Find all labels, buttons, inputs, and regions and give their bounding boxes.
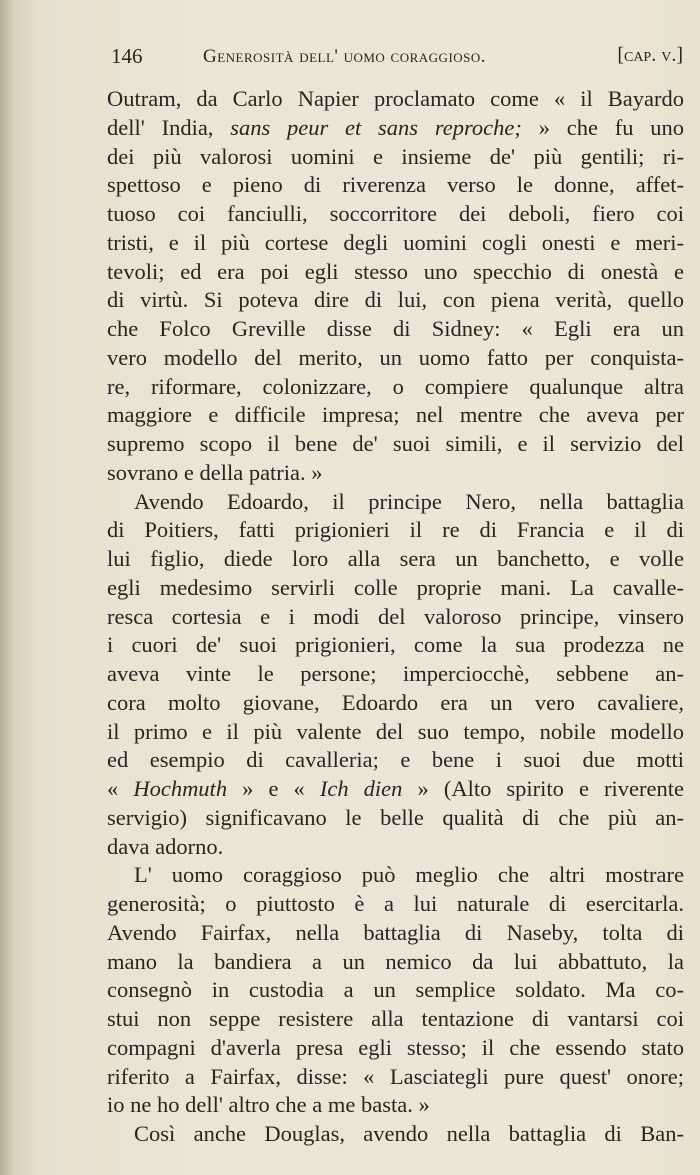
running-title: Generosità dell' uomo coraggioso. [203,46,487,67]
text-line: riferito a Fairfax, disse: « Lasciategli pure quest' onore; [107,1063,684,1089]
text-line: generosità; o piuttosto è a lui naturale di esercitarla. [107,891,684,916]
text-line: dava adorno. [107,833,224,859]
text-line: maggiore e difficile impresa; nel mentre che aveva per [107,402,684,428]
text-line: dei più valorosi uomini e insieme de' più gentili; ri- [107,143,684,169]
text-line: L' uomo coraggioso può meglio che altri mostrare [134,862,684,888]
italic-text: Hochmuth [133,776,228,801]
text-line: il primo e il più valente del suo tempo, nobile modello [107,718,684,744]
page-header [107,44,683,72]
text-line: vero modello del merito, un uomo fatto per conquista- [107,344,684,370]
text-segment: « [107,776,134,801]
paragraph [107,488,684,862]
text-line: che Folco Greville disse di Sidney: « Egli era un [107,316,684,341]
text-line: Così anche Douglas, avendo nella battaglia di Ban- [134,1121,684,1146]
chapter-label: [cap. v.] [617,44,683,66]
text-line: tristi, e il più cortese degli uomini cogli onesti e meri- [107,229,684,255]
text-line: i cuori de' suoi prigionieri, come la sua prodezza ne [107,632,684,658]
italic-text: Ich dien [319,776,403,801]
paragraph [107,85,684,488]
text-segment: » (Alto spirito e riverente [402,776,684,801]
text-line: Avendo Edoardo, il principe Nero, nella battaglia [134,488,684,514]
text-line: compagni d'averla presa egli stesso; il che essendo stato [107,1034,684,1060]
text-line [107,114,684,143]
text-line: tevoli; ed era poi egli stesso uno specchio di onestà e [107,258,684,284]
text-line: resca cortesia e i modi del valoroso principe, vinsero [107,603,684,629]
text-line: io ne ho dell' altro che a me basta. » [107,1092,430,1118]
paragraph [107,1120,684,1149]
italic-text: sans peur et sans reproche; [230,114,522,140]
text-line: spettoso e pieno di riverenza verso le donne, affet- [107,172,684,198]
text-line: di Poitiers, fatti prigionieri il re di Francia e il di [107,517,684,543]
text-segment: » e « [227,776,320,801]
text-line: consegnò in custodia a un semplice soldato. Ma co- [107,977,684,1003]
text-line: tuoso coi fanciulli, soccorritore dei deboli, fiero coi [107,201,684,226]
text-line: stui non seppe resistere alla tentazione di vantarsi coi [107,1006,684,1031]
text-line: ed esempio di cavalleria; e bene i suoi due motti [107,747,684,773]
text-line: aveva vinte le persone; imperciocchè, sebbene an- [107,661,684,686]
text-line: Avendo Fairfax, nella battaglia di Naseby, tolta di [107,919,684,945]
paragraph [107,861,684,1120]
text-line: Outram, da Carlo Napier proclamato come « il Bayardo [107,86,684,111]
text-line: egli medesimo servirli colle proprie mani. La cavalle- [107,574,684,600]
text-line: supremo scopo il bene de' suoi simili, e il servizio del [107,431,684,456]
text-line [107,775,684,804]
page-number: 146 [111,44,143,68]
text-line: di virtù. Si poteva dire di lui, con piena verità, quello [107,287,684,313]
text-line: lui figlio, diede loro alla sera un banchetto, e volle [107,546,684,571]
text-segment: dell' India, [107,114,231,140]
page-body-text [107,85,684,1149]
text-line: re, riformare, colonizzare, o compiere qualunque altra [107,373,684,399]
text-line: mano la bandiera a un nemico da lui abbattuto, la [107,948,684,974]
text-line: cora molto giovane, Edoardo era un vero cavaliere, [107,689,684,715]
text-segment: » che fu uno [521,114,684,140]
text-line: sovrano e della patria. » [107,459,323,485]
text-line: servigio) significavano le belle qualità di che più an- [107,804,684,830]
